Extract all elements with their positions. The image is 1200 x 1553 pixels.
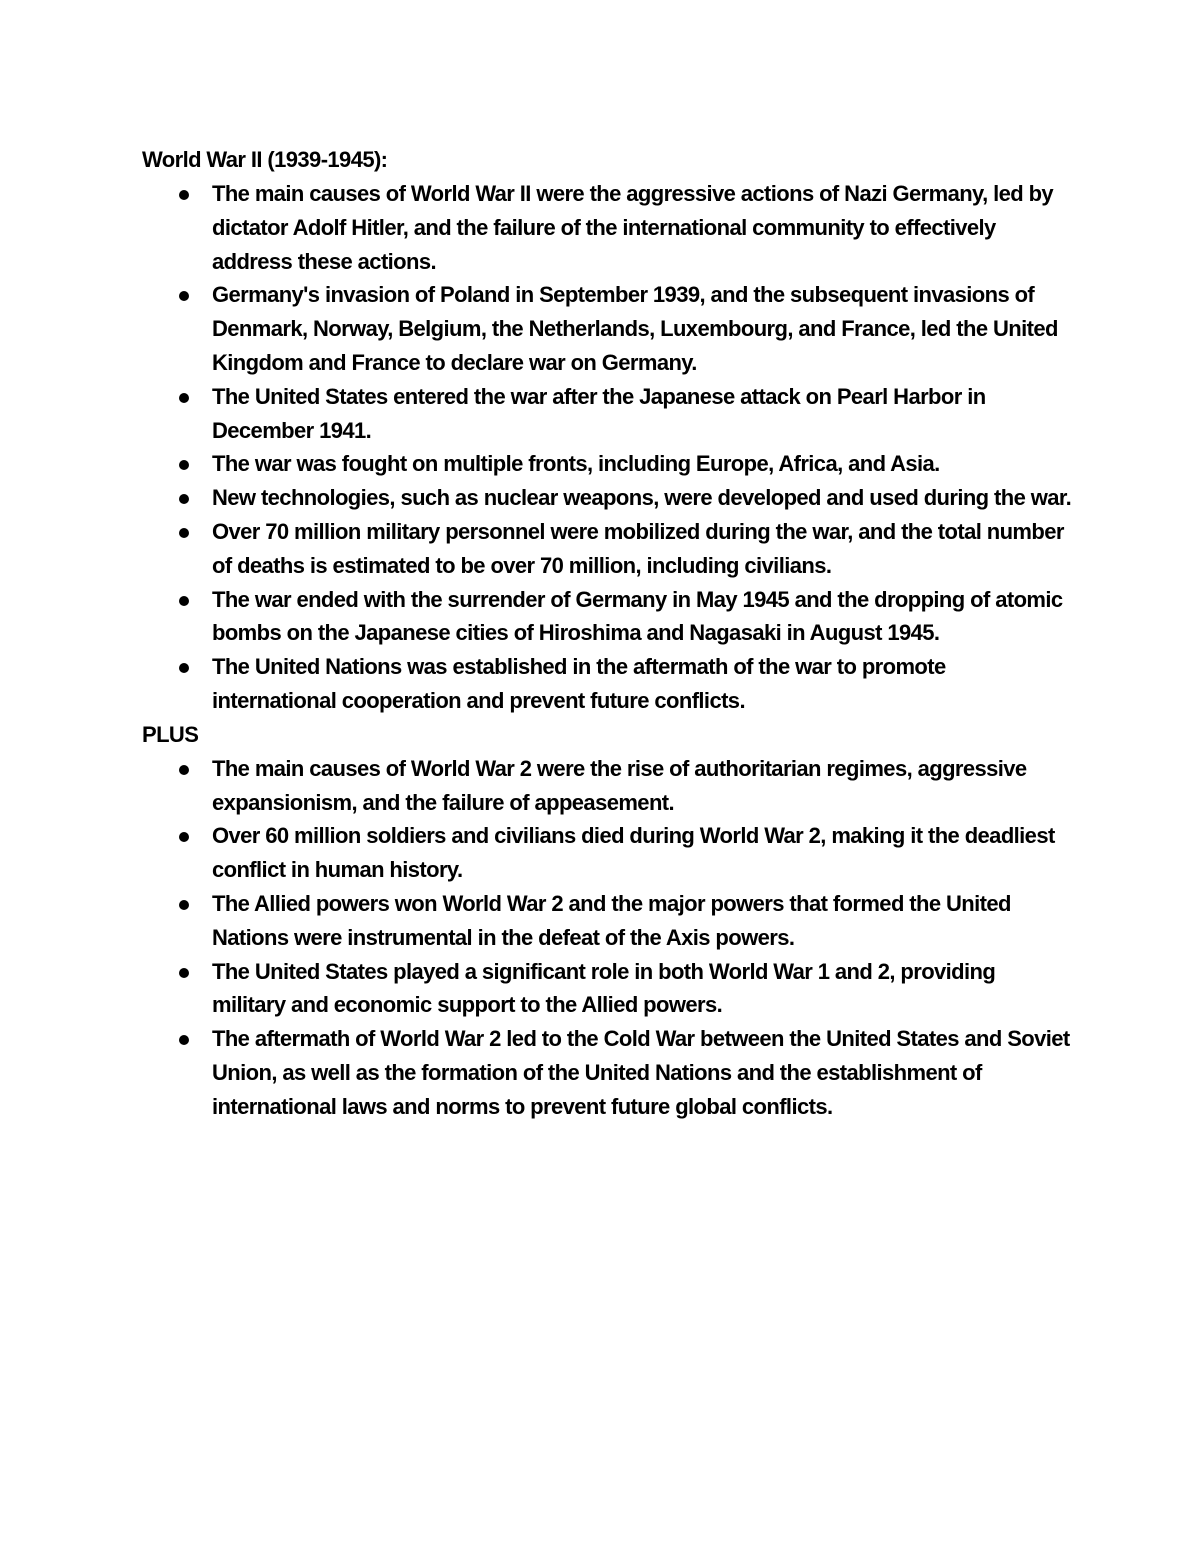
bullet-icon [179, 494, 189, 504]
list-item-text: The main causes of World War 2 were the rise of authoritarian regimes, aggressive expansionism, and the failure of appeasement. [212, 755, 1027, 815]
list-item [142, 515, 1072, 583]
list-item-text: The war ended with the surrender of Germany in May 1945 and the dropping of atomic bombs on the Japanese cities of Hiroshima and Nagasaki in August 1945. [212, 586, 1063, 646]
bullet-icon [179, 460, 189, 470]
list-item [142, 1022, 1072, 1123]
list-item-text: Germany's invasion of Poland in September 1939, and the subsequent invasions of Denmark, Norway, Belgium, the Netherlands, Luxembourg, and France, led the United Kingdom and France to declare war on Germany. [212, 282, 1058, 375]
bullet-icon [179, 832, 189, 842]
bullet-icon [179, 291, 189, 301]
list-item [142, 583, 1072, 651]
bullet-icon [179, 190, 189, 200]
bullet-list-plus [142, 752, 1072, 1124]
list-item [142, 380, 1072, 448]
bullet-icon [179, 528, 189, 538]
list-item [142, 955, 1072, 1023]
list-item-text: The United Nations was established in the aftermath of the war to promote international cooperation and prevent future conflicts. [212, 654, 946, 713]
list-item [142, 447, 1072, 481]
list-item [142, 481, 1072, 515]
list-item [142, 177, 1072, 278]
bullet-icon [179, 968, 189, 978]
list-item-text: The United States played a significant role in both World War 1 and 2, providing military and economic support to the Allied powers. [212, 958, 996, 1018]
list-item [142, 752, 1072, 820]
list-item [142, 278, 1072, 379]
list-item-text: New technologies, such as nuclear weapons, were developed and used during the war. [212, 485, 1072, 511]
list-item-text: The main causes of World War II were the aggressive actions of Nazi Germany, led by dictator Adolf Hitler, and the failure of the international community to effectively address these actions. [212, 181, 1054, 274]
list-item-text: The war was fought on multiple fronts, including Europe, Africa, and Asia. [212, 451, 940, 477]
bullet-icon [179, 900, 189, 910]
section-heading-ww2: World War II (1939-1945): [142, 147, 388, 172]
list-item [142, 819, 1072, 887]
list-item-text: The United States entered the war after the Japanese attack on Pearl Harbor in December 1941. [212, 383, 986, 443]
bullet-icon [179, 393, 189, 403]
section-heading-plus: PLUS [142, 721, 199, 747]
list-item-text: Over 60 million soldiers and civilians died during World War 2, making it the deadliest conflict in human history. [212, 823, 1055, 883]
list-item [142, 887, 1072, 955]
list-item-text: Over 70 million military personnel were mobilized during the war, and the total number of deaths is estimated to be over 70 million, including civilians. [212, 518, 1064, 578]
document-body [142, 143, 1072, 1124]
list-item [142, 650, 1072, 718]
bullet-list-ww2 [142, 177, 1072, 718]
list-item-text: The aftermath of World War 2 led to the Cold War between the United States and Soviet Union, as well as the formation of the United Nations and the establishment of international laws and norms to prevent future global conflicts. [212, 1026, 1070, 1119]
list-item-text: The Allied powers won World War 2 and the major powers that formed the United Nations were instrumental in the defeat of the Axis powers. [212, 890, 1011, 950]
bullet-icon [179, 765, 189, 775]
bullet-icon [179, 596, 189, 606]
bullet-icon [179, 1035, 189, 1045]
bullet-icon [179, 663, 189, 673]
